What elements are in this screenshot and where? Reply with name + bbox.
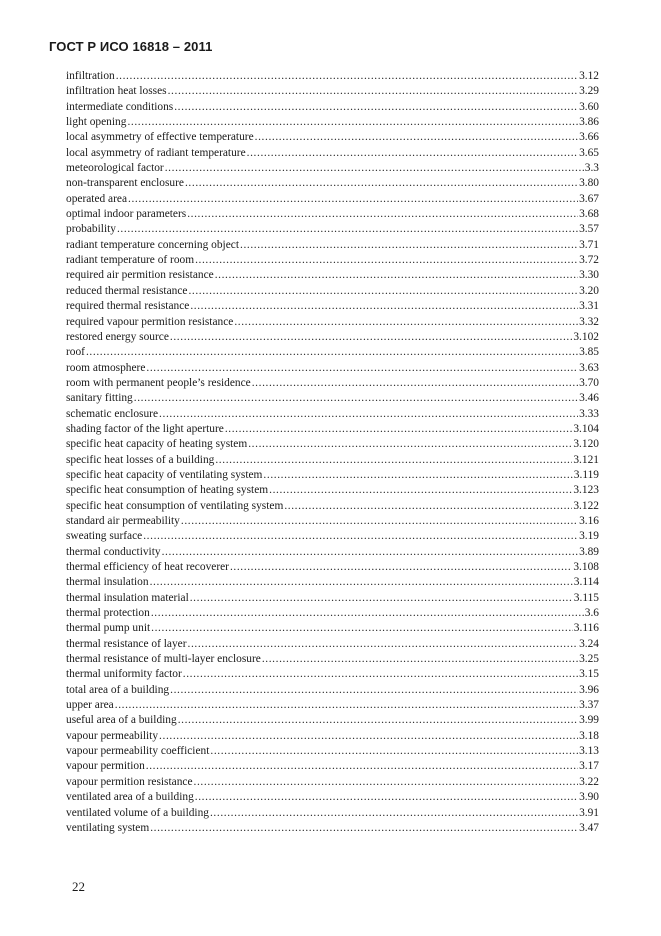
index-entry (66, 345, 599, 360)
index-term: required vapour permition resistance (66, 315, 234, 328)
index-entry (66, 284, 599, 299)
index-term: sanitary fitting (66, 392, 133, 405)
index-reference: 3.90 (579, 791, 599, 804)
index-reference: 3.6 (584, 607, 599, 620)
index-term: upper area (66, 699, 114, 712)
dot-leader (185, 176, 578, 191)
index-term: thermal efficiency of heat recoverer (66, 561, 229, 573)
index-term: operated area (66, 192, 128, 205)
index-entry (66, 775, 599, 790)
index-reference: 3.47 (579, 821, 599, 834)
index-reference: 3.13 (579, 745, 599, 758)
dot-leader (190, 591, 573, 606)
index-term: required air permition resistance (66, 269, 214, 282)
index-entry (66, 253, 599, 268)
index-term: vapour permition resistance (66, 775, 193, 788)
index-entry (66, 222, 599, 237)
index-term: infiltration heat losses (66, 85, 167, 98)
index-reference: 3.18 (579, 729, 599, 742)
index-term: reduced thermal resistance (66, 284, 188, 297)
index-term: light opening (66, 116, 127, 129)
index-entry (66, 575, 599, 590)
index-term: non-transparent enclosure (66, 177, 184, 190)
index-entry (66, 238, 599, 253)
index-reference: 3.119 (573, 468, 599, 481)
index-term: probability (66, 223, 116, 236)
index-reference: 3.67 (579, 192, 599, 205)
index-term: thermal protection (66, 607, 150, 620)
index-term: specific heat capacity of heating system (66, 438, 248, 451)
index-entry (66, 514, 599, 529)
dot-leader (190, 299, 578, 314)
index-term: meteorological factor (66, 162, 164, 175)
dot-leader (151, 606, 584, 621)
index-entry (66, 621, 599, 636)
index-entry (66, 268, 599, 283)
index-reference: 3.16 (579, 514, 599, 527)
index-reference: 3.99 (579, 714, 599, 727)
index-entry (66, 529, 599, 544)
dot-leader (165, 161, 584, 176)
index-term: radiant temperature concerning object (66, 238, 239, 251)
index-term: vapour permeability (66, 729, 159, 742)
document-header: ГОСТ Р ИСО 16818 – 2011 (49, 39, 213, 54)
index-entry (66, 483, 599, 498)
index-entry (66, 176, 599, 191)
dot-leader (240, 238, 578, 253)
index-reference: 3.68 (579, 208, 599, 221)
index-term: local asymmetry of effective temperature (66, 131, 254, 144)
index-reference: 3.72 (579, 254, 599, 267)
index-term: roof (66, 346, 85, 359)
index-entry (66, 468, 599, 483)
index-reference: 3.15 (579, 668, 599, 681)
index-entry (66, 192, 599, 207)
index-term: specific heat capacity of ventilating system (66, 468, 263, 481)
index-reference: 3.71 (579, 238, 599, 251)
dot-leader (150, 821, 578, 836)
index-entry (66, 560, 599, 575)
dot-leader (215, 453, 572, 468)
index-term: schematic enclosure (66, 407, 159, 420)
index-reference: 3.57 (579, 223, 599, 236)
index-entry (66, 115, 599, 130)
dot-leader (159, 407, 578, 422)
dot-leader (150, 575, 573, 590)
dot-leader (187, 207, 578, 222)
index-reference: 3.60 (579, 100, 599, 113)
index-entry (66, 545, 599, 560)
dot-leader (210, 806, 578, 821)
index-entry (66, 161, 599, 176)
index-term: infiltration (66, 70, 115, 82)
index-entry (66, 637, 599, 652)
index-reference: 3.63 (579, 361, 599, 374)
dot-leader (194, 775, 579, 790)
dot-leader (262, 652, 578, 667)
index-reference: 3.85 (579, 346, 599, 359)
index-entry (66, 146, 599, 161)
index-term: ventilated volume of a building (66, 806, 209, 819)
dot-leader (117, 222, 578, 237)
dot-leader (248, 437, 572, 452)
index-term: thermal resistance of multi-layer enclosure (66, 653, 261, 666)
index-reference: 3.22 (579, 775, 599, 788)
index-entry (66, 299, 599, 314)
index-term: thermal insulation (66, 576, 149, 589)
index-entry (66, 591, 599, 606)
dot-leader (159, 729, 578, 744)
index-term: local asymmetry of radiant temperature (66, 146, 246, 159)
dot-leader (225, 422, 573, 437)
index-reference: 3.108 (573, 561, 599, 573)
index-term: room atmosphere (66, 361, 146, 374)
dot-leader (170, 330, 572, 345)
index-term: thermal resistance of layer (66, 637, 187, 650)
dot-leader (86, 345, 578, 360)
index-term: specific heat consumption of ventilating system (66, 499, 284, 512)
index-reference: 3.80 (579, 177, 599, 190)
index-entry (66, 361, 599, 376)
index-reference: 3.121 (573, 453, 599, 466)
index-term: thermal uniformity factor (66, 668, 182, 681)
index-reference: 3.32 (579, 315, 599, 328)
index-term: sweating surface (66, 530, 143, 543)
index-entry (66, 713, 599, 728)
index-reference: 3.24 (579, 637, 599, 650)
index-reference: 3.37 (579, 699, 599, 712)
index-entry (66, 422, 599, 437)
index-reference: 3.12 (579, 70, 599, 82)
dot-leader (215, 268, 578, 283)
index-reference: 3.65 (579, 146, 599, 159)
dot-leader (234, 315, 578, 330)
index-entry (66, 698, 599, 713)
dot-leader (188, 284, 578, 299)
index-term: intermediate conditions (66, 100, 174, 113)
index-reference: 3.115 (573, 591, 599, 604)
dot-leader (170, 683, 578, 698)
index-reference: 3.120 (573, 438, 599, 451)
index-term: vapour permition (66, 760, 145, 773)
index-term: required thermal resistance (66, 300, 190, 313)
index-entry (66, 744, 599, 759)
dot-leader (116, 69, 578, 84)
index-reference: 3.104 (573, 422, 599, 435)
dot-leader (146, 759, 578, 774)
index-term: vapour permeability coefficient (66, 745, 210, 758)
index-reference: 3.102 (573, 330, 599, 343)
index-entry (66, 69, 599, 84)
index-reference: 3.86 (579, 116, 599, 129)
dot-leader (188, 637, 579, 652)
index-reference: 3.123 (573, 484, 599, 497)
dot-leader (127, 115, 578, 130)
index-term: shading factor of the light aperture (66, 422, 224, 435)
dot-leader (195, 790, 578, 805)
dot-leader (252, 376, 578, 391)
index-entry (66, 315, 599, 330)
index-reference: 3.91 (579, 806, 599, 819)
index-reference: 3.33 (579, 407, 599, 420)
dot-leader (181, 514, 578, 529)
dot-leader (168, 84, 578, 99)
index-reference: 3.19 (579, 530, 599, 543)
term-index-list (66, 69, 599, 836)
index-term: ventilated area of a building (66, 791, 194, 804)
index-term: ventilating system (66, 821, 150, 834)
dot-leader (230, 560, 572, 575)
index-entry (66, 84, 599, 99)
index-entry (66, 606, 599, 621)
index-reference: 3.30 (579, 269, 599, 282)
index-entry (66, 376, 599, 391)
page-number: 22 (72, 879, 85, 894)
dot-leader (263, 468, 572, 483)
index-term: thermal pump unit (66, 622, 151, 635)
index-reference: 3.89 (579, 545, 599, 558)
index-reference: 3.29 (579, 85, 599, 98)
index-term: optimal indoor parameters (66, 208, 187, 221)
dot-leader (284, 499, 572, 514)
dot-leader (178, 713, 578, 728)
dot-leader (269, 483, 572, 498)
index-entry (66, 683, 599, 698)
index-term: restored energy source (66, 330, 169, 343)
dot-leader (128, 192, 578, 207)
index-entry (66, 453, 599, 468)
index-reference: 3.20 (579, 284, 599, 297)
index-entry (66, 806, 599, 821)
index-reference: 3.116 (573, 622, 599, 635)
dot-leader (183, 667, 578, 682)
index-term: specific heat consumption of heating system (66, 484, 269, 497)
index-entry (66, 667, 599, 682)
index-term: thermal insulation material (66, 591, 189, 604)
index-term: specific heat losses of a building (66, 453, 215, 466)
index-entry (66, 437, 599, 452)
index-term: room with permanent people’s residence (66, 376, 251, 389)
index-entry (66, 207, 599, 222)
index-entry (66, 130, 599, 145)
dot-leader (115, 698, 578, 713)
index-entry (66, 790, 599, 805)
index-reference: 3.17 (579, 760, 599, 773)
index-term: total area of a building (66, 683, 170, 696)
dot-leader (210, 744, 578, 759)
dot-leader (143, 529, 578, 544)
index-entry (66, 100, 599, 115)
index-entry (66, 821, 599, 836)
index-entry (66, 330, 599, 345)
dot-leader (151, 621, 573, 636)
index-reference: 3.3 (584, 162, 599, 175)
index-term: thermal conductivity (66, 545, 161, 558)
index-reference: 3.114 (573, 576, 599, 589)
dot-leader (195, 253, 578, 268)
index-reference: 3.96 (579, 683, 599, 696)
index-reference: 3.46 (579, 392, 599, 405)
index-entry (66, 391, 599, 406)
dot-leader (247, 146, 578, 161)
index-term: radiant temperature of room (66, 254, 195, 267)
index-reference: 3.31 (579, 300, 599, 313)
dot-leader (255, 130, 578, 145)
index-entry (66, 499, 599, 514)
index-term: standard air permeability (66, 514, 180, 527)
dot-leader (174, 100, 578, 115)
dot-leader (134, 391, 578, 406)
dot-leader (162, 545, 578, 560)
index-reference: 3.25 (579, 653, 599, 666)
index-entry (66, 759, 599, 774)
index-reference: 3.66 (579, 131, 599, 144)
index-term: useful area of a building (66, 714, 177, 727)
index-entry (66, 652, 599, 667)
index-entry (66, 729, 599, 744)
dot-leader (146, 361, 578, 376)
index-reference: 3.70 (579, 376, 599, 389)
index-reference: 3.122 (573, 499, 599, 512)
index-entry (66, 407, 599, 422)
